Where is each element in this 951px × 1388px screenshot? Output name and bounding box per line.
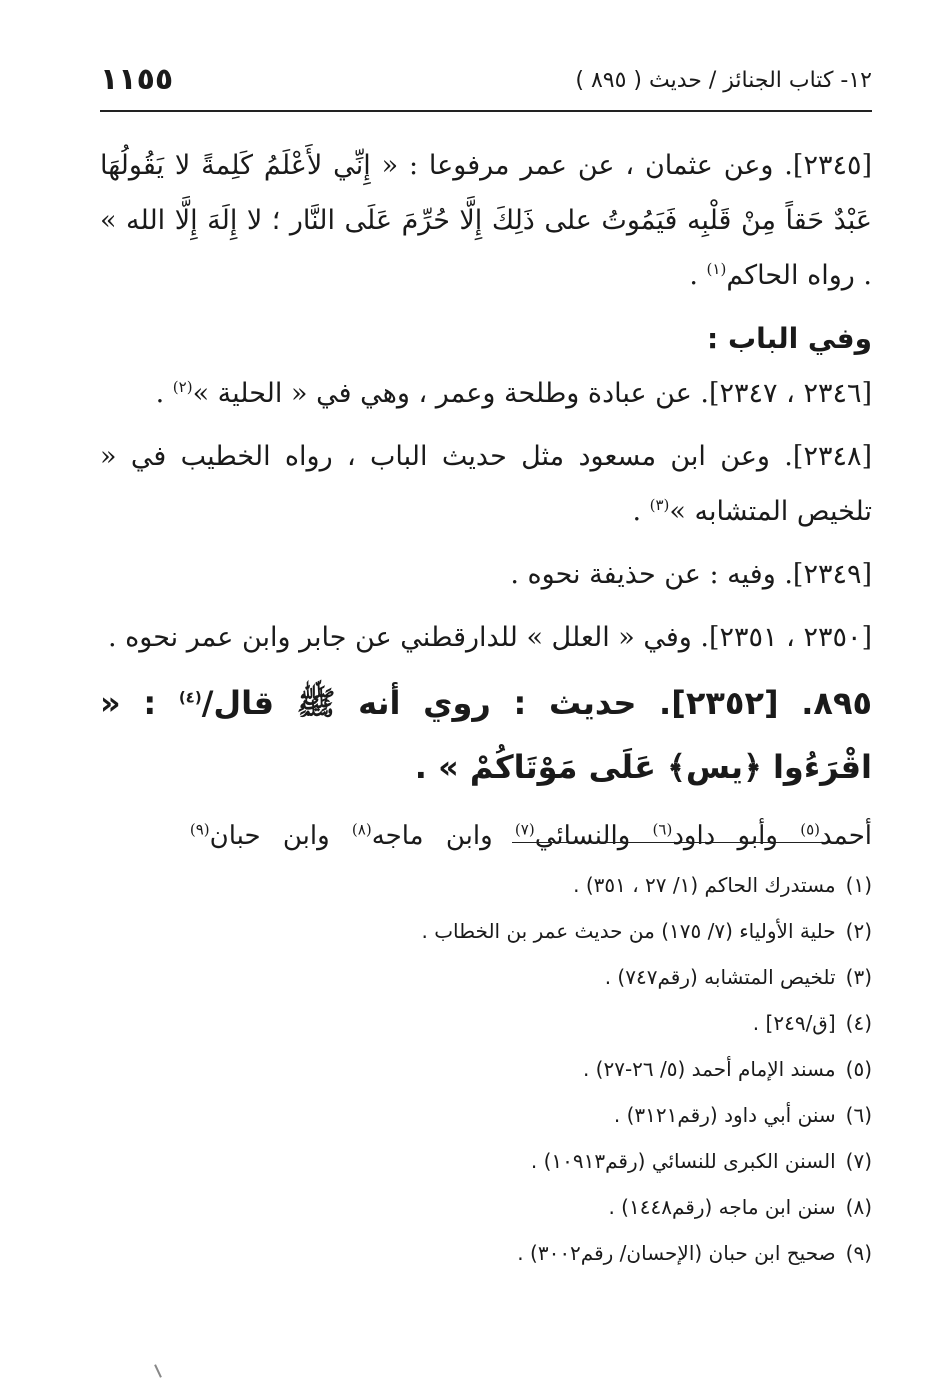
- running-header: [100, 62, 872, 106]
- scan-mark: [154, 1364, 162, 1378]
- source-ahmad: أحمد$^{(٥)}$: [800, 820, 872, 851]
- hadith-895: [100, 671, 872, 799]
- page-number: ١١٥٥: [100, 62, 174, 97]
- hadith-text: : « اقْرَءُوا ﴿يس﴾ عَلَى مَوْتَاكُمْ » .: [100, 684, 872, 786]
- paragraph-2348: [٢٣٤٨]. وعن ابن مسعود مثل حديث الباب ، رواه الخطيب في « تلخيص المتشابه »$^{(٣)}$ .: [100, 441, 872, 527]
- source-abu-dawud: وأبو داود$^{(٦)}$: [652, 820, 778, 851]
- footnote-ref: (٤): [178, 688, 202, 707]
- footnote-9: (٩)صحيح ابن حبان (الإحسان/ رقم٣٠٠٢) .: [517, 1241, 872, 1265]
- source-ibn-majah: وابن ماجه$^{(٨)}$: [351, 820, 493, 851]
- paragraph-2349: [٢٣٤٩]. وفيه : عن حذيفة نحوه .: [510, 559, 872, 590]
- paragraph-2346: [٢٣٤٦ ، ٢٣٤٧]. عن عبادة وطلحة وعمر ، وهي في « الحلية »$^{(٢)}$ .: [155, 378, 872, 409]
- header-title: ١٢- كتاب الجنائز / حديث ( ٨٩٥ ): [575, 68, 872, 93]
- paragraph-2350: [٢٣٥٠ ، ٢٣٥١]. وفي « العلل » للدارقطني عن جابر وابن عمر نحوه .: [107, 622, 872, 653]
- footnote-2: (٢)حلية الأولياء (٧/ ١٧٥) من حديث عمر بن الخطاب .: [421, 919, 872, 943]
- hadith-heading: ٨٩٥. [٢٣٥٢]. حديث : روي أنه ﷺ قال/: [201, 684, 873, 722]
- paragraph-text: [٢٣٤٨]. وعن ابن مسعود مثل حديث الباب ، رواه الخطيب في « تلخيص المتشابه »: [100, 441, 872, 527]
- footnote-divider: [512, 842, 847, 843]
- footnote-ref: (٣): [649, 496, 670, 514]
- section-subhead: وفي الباب :: [707, 322, 872, 355]
- footnotes: [100, 862, 872, 1276]
- footnote-4: (٤)[ق/٢٤٩] .: [752, 1011, 872, 1035]
- footnote-8: (٨)سنن ابن ماجه (رقم١٤٤٨) .: [608, 1195, 872, 1219]
- footnote-ref: (٢): [172, 378, 193, 396]
- footnote-7: (٧)السنن الكبرى للنسائي (رقم١٠٩١٣) .: [530, 1149, 872, 1173]
- footnote-5: (٥)مسند الإمام أحمد (٥/ ٢٦-٢٧) .: [582, 1057, 872, 1081]
- footnote-ref: (١): [706, 260, 727, 278]
- source-nasai: والنسائي$^{(٧)}$: [514, 820, 631, 851]
- source-ibn-hibban: وابن حبان$^{(٩)}$: [189, 820, 330, 851]
- footnote-3: (٣)تلخيص المتشابه (رقم٧٤٧) .: [604, 965, 872, 989]
- paragraph-text: [٢٣٤٥]. وعن عثمان ، عن عمر مرفوعا : « إِنِّي لأَعْلَمُ كَلِمةً لا يَقُولُهَا عَبْدٌ حَقاً مِنْ قَلْبِه فَيَمُوتُ على ذَلِكَ إِلَّا حُرِّمَ عَلَى النَّار ؛ لا إِلَهَ إِلَّا الله » . رواه الحاكم: [100, 150, 872, 291]
- footnote-1: (١)مستدرك الحاكم (١/ ٢٧ ، ٣٥١) .: [573, 873, 872, 897]
- hadith-sources: [100, 809, 872, 864]
- paragraph-text: [٢٣٤٦ ، ٢٣٤٧]. عن عبادة وطلحة وعمر ، وهي في « الحلية »: [192, 378, 872, 409]
- main-text: [100, 138, 872, 864]
- paragraph-2345: [٢٣٤٥]. وعن عثمان ، عن عمر مرفوعا : « إِنِّي لأَعْلَمُ كَلِمةً لا يَقُولُهَا عَبْدٌ حَقاً مِنْ قَلْبِه فَيَمُوتُ على ذَلِكَ إِلَّا حُرِّمَ عَلَى النَّار ؛ لا إِلَهَ إِلَّا الله » . رواه الحاكم$^{(١)}$ .: [100, 150, 872, 291]
- header-divider: [100, 110, 872, 112]
- footnote-6: (٦)سنن أبي داود (رقم٣١٢١) .: [613, 1103, 872, 1127]
